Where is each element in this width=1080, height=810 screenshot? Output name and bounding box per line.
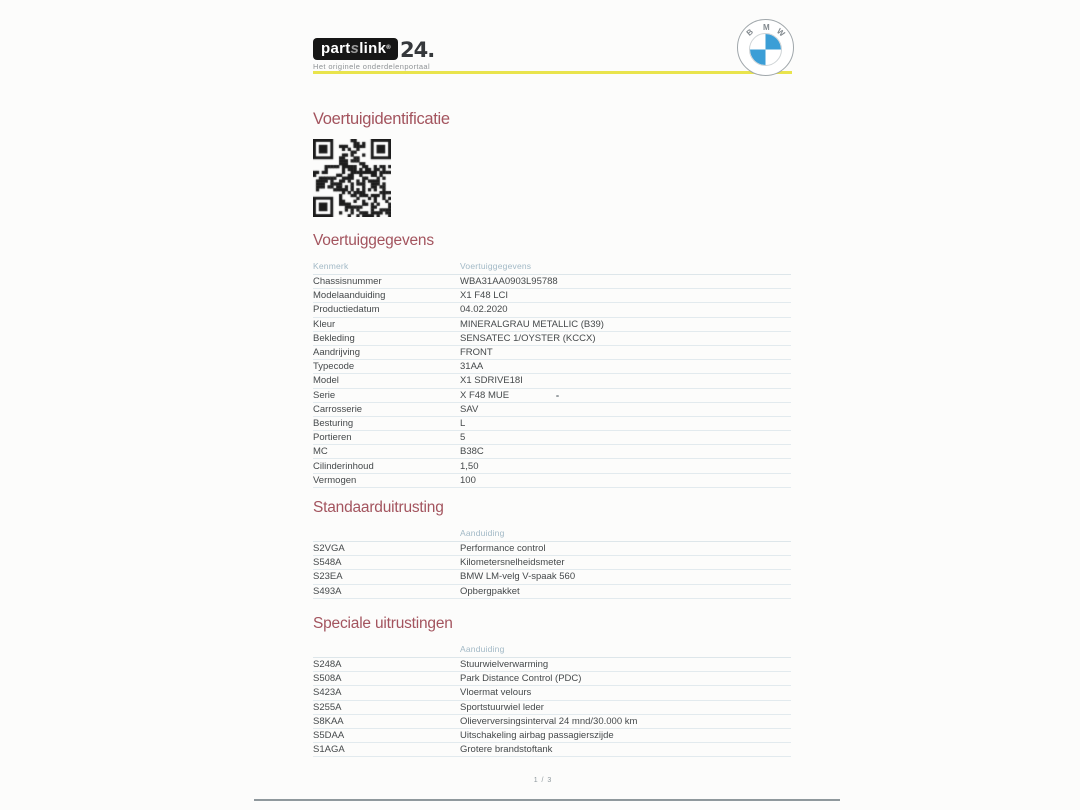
logo-link-text: link xyxy=(359,40,387,57)
column-header-kenmerk: Kenmerk xyxy=(313,261,349,271)
table-header-row xyxy=(313,527,791,542)
table-row xyxy=(313,686,791,700)
table-row xyxy=(313,743,791,757)
table-header-row xyxy=(313,643,791,658)
section-standaarduitrusting xyxy=(313,498,791,599)
table-row xyxy=(313,585,791,599)
row-key: Aandrijving xyxy=(313,347,360,359)
row-value: Sportstuurwiel leder xyxy=(460,701,544,713)
row-value: FRONT xyxy=(460,347,493,359)
row-key: Kleur xyxy=(313,318,336,330)
page-number: 1 / 3 xyxy=(533,777,553,784)
table-row xyxy=(313,275,791,289)
table-row xyxy=(313,403,791,417)
logo-part-text: part xyxy=(321,40,351,57)
table-body xyxy=(313,658,791,757)
row-key: Modelaanduiding xyxy=(313,290,386,302)
partslink24-logo xyxy=(313,38,434,71)
column-header-aanduiding: Aanduiding xyxy=(460,644,505,654)
table-row xyxy=(313,417,791,431)
bmw-letter-w: W xyxy=(775,26,788,39)
row-value: BMW LM-velg V-spaak 560 xyxy=(460,571,576,583)
table-row xyxy=(313,332,791,346)
table-row xyxy=(313,445,791,459)
row-key: S248A xyxy=(313,659,342,671)
bmw-letter-m: M xyxy=(763,23,770,32)
bmw-letter-b: B xyxy=(744,27,756,38)
footer-scan-line xyxy=(254,799,840,801)
table-body xyxy=(313,275,791,488)
row-key: Serie xyxy=(313,389,336,401)
logo-s-glyph: s xyxy=(350,40,360,57)
logo-24-text: 24. xyxy=(399,38,435,62)
row-key: S423A xyxy=(313,687,342,699)
row-value: B38C xyxy=(460,446,484,458)
partslink-logo-box xyxy=(313,38,398,60)
row-value: 04.02.2020 xyxy=(460,304,508,316)
column-header-aanduiding: Aanduiding xyxy=(460,528,505,538)
table-row xyxy=(313,729,791,743)
row-key: Besturing xyxy=(313,417,354,429)
row-value: SAV xyxy=(460,403,479,415)
table-row xyxy=(313,459,791,473)
row-value: L xyxy=(460,417,466,429)
section-title: Standaarduitrusting xyxy=(313,499,444,516)
table-row xyxy=(313,303,791,317)
row-value: Grotere brandstoftank xyxy=(460,744,553,756)
table-row xyxy=(313,556,791,570)
row-value: Vloermat velours xyxy=(460,687,532,699)
row-key: Typecode xyxy=(313,361,355,373)
row-value: Uitschakeling airbag passagierszijde xyxy=(460,730,614,742)
row-key: Vermogen xyxy=(313,474,357,486)
row-value: 31AA xyxy=(460,361,484,373)
header-divider-line xyxy=(313,71,792,74)
row-key: S23EA xyxy=(313,571,343,583)
table-row xyxy=(313,701,791,715)
row-value: SENSATEC 1/OYSTER (KCCX) xyxy=(460,332,596,344)
row-key: Cilinderinhoud xyxy=(313,460,374,472)
column-header-voertuiggegevens: Voertuiggegevens xyxy=(460,261,532,271)
bmw-logo-icon xyxy=(737,19,794,76)
row-value: Stuurwielverwarming xyxy=(460,659,549,671)
scan-artifact xyxy=(556,395,559,397)
row-key: Bekleding xyxy=(313,332,355,344)
table-row xyxy=(313,374,791,388)
section-title: Speciale uitrustingen xyxy=(313,615,453,632)
page-title: Voertuigidentificatie xyxy=(313,110,450,128)
row-key: Model xyxy=(313,375,339,387)
row-key: Portieren xyxy=(313,432,352,444)
row-key: Chassisnummer xyxy=(313,276,382,288)
row-key: Carrosserie xyxy=(313,403,363,415)
table-header-row xyxy=(313,260,791,275)
logo-tagline: Het originele onderdelenportaal xyxy=(313,62,431,71)
table-row xyxy=(313,715,791,729)
table-row xyxy=(313,346,791,360)
section-title: Voertuiggegevens xyxy=(313,232,434,249)
table-body xyxy=(313,542,791,599)
row-key: S508A xyxy=(313,673,342,685)
table-row xyxy=(313,289,791,303)
row-value: Performance control xyxy=(460,543,546,555)
row-value: X F48 MUE xyxy=(460,389,510,401)
section-voertuiggegevens xyxy=(313,231,791,488)
row-value: Park Distance Control (PDC) xyxy=(460,673,582,685)
table-row xyxy=(313,389,791,403)
row-key: S493A xyxy=(313,585,342,597)
table-row xyxy=(313,658,791,672)
row-key: S1AGA xyxy=(313,744,345,756)
row-key: MC xyxy=(313,446,328,458)
table-row xyxy=(313,542,791,556)
qr-code xyxy=(313,139,391,217)
bmw-roundel-quadrants xyxy=(750,34,781,65)
row-value: Olieverversingsinterval 24 mnd/30.000 km xyxy=(460,715,638,727)
row-key: S255A xyxy=(313,701,342,713)
table-row xyxy=(313,672,791,686)
row-value: X1 SDRIVE18I xyxy=(460,375,523,387)
row-value: Opbergpakket xyxy=(460,585,520,597)
row-value: 1,50 xyxy=(460,460,479,472)
table-row xyxy=(313,474,791,488)
registered-mark: ® xyxy=(386,45,391,51)
row-key: S2VGA xyxy=(313,543,345,555)
row-value: Kilometersnelheidsmeter xyxy=(460,557,565,569)
row-key: Productiedatum xyxy=(313,304,380,316)
row-value: 100 xyxy=(460,474,476,486)
section-speciale-uitrustingen xyxy=(313,614,791,757)
table-row xyxy=(313,431,791,445)
table-row xyxy=(313,360,791,374)
row-value: X1 F48 LCI xyxy=(460,290,509,302)
table-row xyxy=(313,570,791,584)
row-key: S548A xyxy=(313,557,342,569)
row-value: MINERALGRAU METALLIC (B39) xyxy=(460,318,604,330)
row-value: 5 xyxy=(460,432,466,444)
table-row xyxy=(313,318,791,332)
row-key: S8KAA xyxy=(313,715,344,727)
row-key: S5DAA xyxy=(313,730,345,742)
row-value: WBA31AA0903L95788 xyxy=(460,276,558,288)
